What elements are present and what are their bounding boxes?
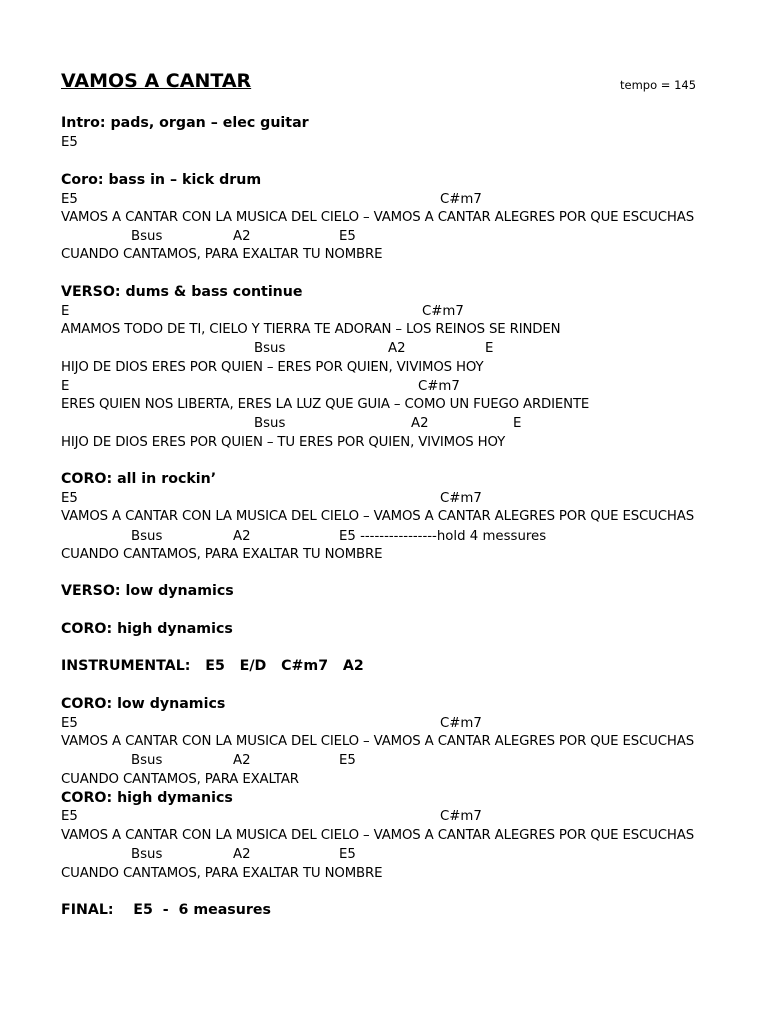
chord-line (61, 714, 761, 733)
section-heading: VERSO: dums & bass continue (61, 284, 303, 300)
lyric-row (61, 770, 761, 789)
section-heading: CORO: low dynamics (61, 696, 226, 712)
section-heading: Coro: bass in – kick drum (61, 172, 262, 188)
lyric-line: VAMOS A CANTAR CON LA MUSICA DEL CIELO – VAMOS A CANTAR ALEGRES POR QUE ESCUCHAS (61, 210, 694, 225)
lyric-line: HIJO DE DIOS ERES POR QUIEN – TU ERES POR QUIEN, VIVIMOS HOY (61, 435, 506, 450)
section-heading: FINAL: E5 - 6 measures (61, 902, 271, 918)
chord: A2 (233, 229, 251, 244)
chord-line (61, 377, 761, 396)
chord: A2 (411, 416, 429, 431)
chord-line (61, 807, 761, 826)
lyric-row (61, 545, 761, 564)
lyric-row (61, 208, 761, 227)
section-heading: VERSO: low dynamics (61, 583, 234, 599)
lyric-row (61, 358, 761, 377)
section-row (61, 789, 761, 808)
song-title: VAMOS A CANTAR (61, 70, 252, 92)
lyric-line: VAMOS A CANTAR CON LA MUSICA DEL CIELO – VAMOS A CANTAR ALEGRES POR QUE ESCUCHAS (61, 828, 694, 843)
chord: C#m7 (440, 192, 482, 207)
lyric-row (61, 507, 761, 526)
chord: E5 (339, 229, 356, 244)
chord: A2 (233, 529, 251, 544)
section-row (61, 695, 761, 714)
lyric-row (61, 433, 761, 452)
section-row (61, 114, 761, 133)
chord: E5 (61, 135, 78, 150)
section-row (61, 620, 761, 639)
lyric-line: HIJO DE DIOS ERES POR QUIEN – ERES POR QUIEN, VIVIMOS HOY (61, 360, 484, 375)
chord: E (485, 341, 494, 356)
chord-line (61, 227, 761, 246)
section-heading: CORO: all in rockin’ (61, 471, 217, 487)
section-heading: CORO: high dymanics (61, 790, 233, 806)
chord: Bsus (131, 529, 163, 544)
chord-line (61, 133, 761, 152)
chord: C#m7 (418, 379, 460, 394)
lyric-line: AMAMOS TODO DE TI, CIELO Y TIERRA TE ADORAN – LOS REINOS SE RINDEN (61, 322, 561, 337)
chord-line (61, 414, 761, 433)
chord: E (61, 379, 70, 394)
chord: E5 (61, 716, 78, 731)
chord: C#m7 (422, 304, 464, 319)
section-heading: INSTRUMENTAL: E5 E/D C#m7 A2 (61, 658, 364, 674)
chord-line (61, 339, 761, 358)
section-row (61, 283, 761, 302)
chord: E (61, 304, 70, 319)
lyric-line: VAMOS A CANTAR CON LA MUSICA DEL CIELO – VAMOS A CANTAR ALEGRES POR QUE ESCUCHAS (61, 509, 694, 524)
chord: E5 (339, 753, 356, 768)
chord: E5 ----------------hold 4 messures (339, 529, 547, 544)
lyric-line: CUANDO CANTAMOS, PARA EXALTAR TU NOMBRE (61, 866, 383, 881)
chord: Bsus (254, 416, 286, 431)
tempo-label: tempo = 145 (620, 78, 697, 92)
section-row (61, 657, 761, 676)
section-row (61, 470, 761, 489)
section-row (61, 582, 761, 601)
lyric-row (61, 395, 761, 414)
chord: A2 (388, 341, 406, 356)
chord: E5 (61, 192, 78, 207)
chord: C#m7 (440, 491, 482, 506)
chord-line (61, 489, 761, 508)
lyric-row (61, 245, 761, 264)
chord: A2 (233, 847, 251, 862)
lyric-line: ERES QUIEN NOS LIBERTA, ERES LA LUZ QUE GUIA – COMO UN FUEGO ARDIENTE (61, 397, 590, 412)
chord-line (61, 845, 761, 864)
section-heading: Intro: pads, organ – elec guitar (61, 115, 309, 131)
chord: A2 (233, 753, 251, 768)
lyric-line: CUANDO CANTAMOS, PARA EXALTAR TU NOMBRE (61, 547, 383, 562)
lyric-line: CUANDO CANTAMOS, PARA EXALTAR TU NOMBRE (61, 247, 383, 262)
section-heading: CORO: high dynamics (61, 621, 233, 637)
chord: E (513, 416, 522, 431)
chord: Bsus (131, 229, 163, 244)
chord-line (61, 190, 761, 209)
section-row (61, 171, 761, 190)
lyric-row (61, 732, 761, 751)
chord: E5 (61, 809, 78, 824)
chord: E5 (339, 847, 356, 862)
chord-line (61, 751, 761, 770)
lyric-line: VAMOS A CANTAR CON LA MUSICA DEL CIELO – VAMOS A CANTAR ALEGRES POR QUE ESCUCHAS (61, 734, 694, 749)
chord: Bsus (131, 753, 163, 768)
lyric-row (61, 826, 761, 845)
lyric-row (61, 864, 761, 883)
chord: C#m7 (440, 716, 482, 731)
chord: C#m7 (440, 809, 482, 824)
chord: Bsus (254, 341, 286, 356)
chord-line (61, 527, 761, 546)
lyric-row (61, 320, 761, 339)
section-row (61, 901, 761, 920)
chord: E5 (61, 491, 78, 506)
chord: Bsus (131, 847, 163, 862)
lyric-line: CUANDO CANTAMOS, PARA EXALTAR (61, 772, 299, 787)
chord-line (61, 302, 761, 321)
